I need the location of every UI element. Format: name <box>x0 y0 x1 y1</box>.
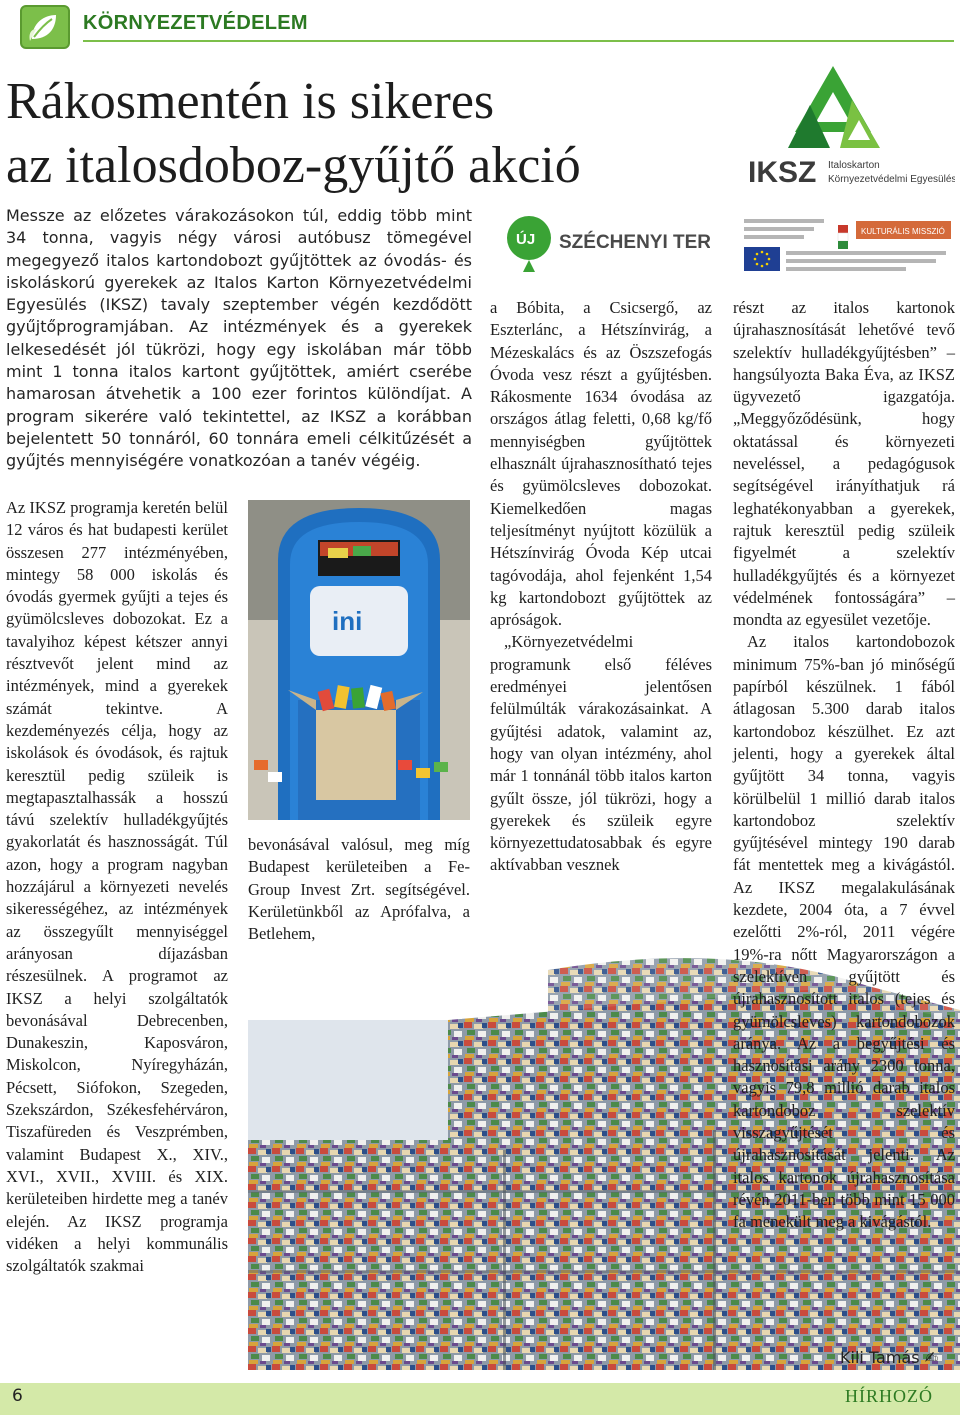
title-line-2: az italosdoboz-gyűjtő akció <box>6 137 581 194</box>
author-signature <box>840 1348 938 1367</box>
section-header <box>8 2 958 46</box>
paragraph: bevonásával valósul, meg míg Budapest kerületeiben a Fe-Group Invest Zrt. segítségével. Kerületünkből az Aprófalva, a Betlehem, <box>248 835 470 944</box>
section-title: KÖRNYEZETVÉDELEM <box>83 12 308 34</box>
pen-icon: ✍ <box>924 1348 939 1367</box>
eu-funding-logo <box>740 215 955 275</box>
iksz-logo-sub1: Italoskarton <box>828 160 880 171</box>
szechenyi-text: SZÉCHENYI TERV <box>559 232 710 253</box>
leaf-icon <box>20 5 70 49</box>
svg-text:ini: ini <box>332 606 363 636</box>
paragraph: részt az italos kartonok újrahasznosítását lehetővé tevő szelektív hulladékgyűjtésben” – hangsúlyozta Baka Éva, az IKSZ ügyvezető igazgatója. „Meggyőződésünk, hogy oktatással és környezeti neveléssel, a pedagógusok segítségével irányíthatjuk rá leghatékonyabban a gyerekek, rajtuk keresztül pedig szüleik figyelmét a szelektív hulladékgyűjtés és a környezet védelmének fontosságára” – mondta az egyesület vezetője. <box>733 298 955 630</box>
collection-bin-photo <box>248 500 470 820</box>
szechenyi-prefix: ÚJ <box>516 231 536 248</box>
body-column-2 <box>248 834 470 945</box>
body-column-4 <box>733 297 955 1233</box>
eu-badge-text: KULTURÁLIS MISSZIÓ <box>861 227 945 236</box>
body-column-1 <box>6 497 228 1277</box>
article-title <box>6 70 706 198</box>
title-line-1: Rákosmentén is sikeres <box>6 73 495 130</box>
paragraph: „Környezetvédelmi programunk első féléves eredményei jelentősen felülmúlták várakozásainkat. A gyűjtési adatok, valamint az, hogy van olyan intézmény, ahol már 1 tonnánál több italos karton gyűlt össze, jól tükrözi, hogy a gyerekek és szüleik egyre környezettudatosabbak és egyre aktívabban vesznek <box>490 632 712 875</box>
iksz-logo-sub2: Környezetvédelmi Egyesülés <box>828 174 955 185</box>
szechenyi-terv-logo <box>505 210 710 275</box>
paragraph: a Bóbita, a Csicsergő, az Eszterlánc, a Hétszínvirág, a Mézeskalács és az Öszszefogás Óvoda vesz részt a gyűjtésben. Rákosmente 1634 óvodása az országos átlag feletti, 0,68 kg/fő mennyiségben gyűjtöttek elhasznált újrahasznosítható tejes és gyümölcsleves dobozokat. Kiemelkedően magas teljesítményt nyújtott közülük a Hétszínvirág Óvoda Kép utcai tagóvodája, ahol fejenként 1,54 kg kartondobozt gyűjtöttek az apróságok. <box>490 298 712 630</box>
iksz-logo-text: IKSZ <box>748 156 817 189</box>
paragraph: Az IKSZ programja keretén belül 12 város és hat budapesti kerület összesen 277 intézményében, mintegy 58 000 iskolás és óvodás gyermek gyűjti a tejes és gyümölcsleves dobozokat. Ez a tavalyihoz képest kétszer annyi résztvevőt jelent mind az intézmények, mind a gyerekek számát tekintve. A kezdeményezés célja, hogy az iskolások és óvodások, és rajtuk keresztül pedig szüleik is megtapasztalhassák a hosszú távú szelektív hulladékgyűjtés gyakorlatát és hasznosságát. Túl azon, hogy a program nagyban hozzájárul a környezeti nevelés sikerességéhez, az intézmények az összegyűlt mennyiséggel arányosan díjazásban részesülnek. A programot az IKSZ a helyi szolgáltatók bevonásával Debrecenben, Dunakeszin, Kaposváron, Miskolcon, Nyíregyházán, Pécsett, Siófokon, Szegeden, Szekszárdon, Székesfehérváron, Tiszafüreden és Veszprémben, valamint Budapest X., XIV., XVI., XVII., XVIII. és XIX. kerületeiben hirdette meg a tanév elején. Az IKSZ programja vidéken a helyi kommunális szolgáltatók szakmai <box>6 498 228 1276</box>
author-name: Kili Tamás <box>840 1348 920 1367</box>
divider <box>83 40 954 42</box>
footer-band <box>0 1383 960 1415</box>
paragraph: Az italos kartondobozok minimum 75%-ban jó minőségű papírból készülnek. 1 fából átlagosan 5.300 darab italos kartondoboz készülhet. Ez azt jelenti, hogy a gyerekek által gyűjtött 34 tonna, vagyis körülbelül 1 millió darab italos kartondoboz szelektív gyűjtésével mintegy 190 darab fát mentettek meg a kivágástól. Az IKSZ megalakulásának kezdete, 2004 óta, a 7 évvel ezelőtti 2%-ról, 2011 végére 19%-ra nőtt Magyarországon a szelektíven gyűjtött és újrahasznosított italos (tejes és gyümölcsleves) kartondobozok aránya. Az a begyűjtési és hasznosítási arány 2300 tonna, vagyis 79,8 millió darab italos kartondoboz szelektív visszagyűjtését és újrahasznosítását jelenti. Az italos kartonok újrahasznosítása révén 2011-ben több mint 15 000 fa menekült meg a kivágástól. <box>733 632 955 1232</box>
publication-name: HÍRHOZÓ <box>845 1386 933 1406</box>
page-number: 6 <box>12 1386 23 1406</box>
body-column-3 <box>490 297 712 877</box>
lead-paragraph: Messze az előzetes várakozásokon túl, eddig több mint 34 tonna, vagyis négy városi autóbusz tömegével megegyező italos kartondobozt gyűjtöttek az óvodás- és iskoláskorú gyerekek az Italos Karton Környezetvédelmi Egyesülés (IKSZ) tavaly szeptember végén kezdődött gyűjtőprogramjában. Az intézmények és a gyerekek lelkesedését jól tükrözi, hogy egy iskolában már több mint 1 tonna italos kartont gyűjtöttek, amiért cserébe hamarosan átvehetik a 100 ezer forintos különdíjat. A program sikerére való tekintettel, az IKSZ a korábban bejelentett 50 tonnáról, 60 tonnára emeli célkitűzését a gyűjtés mennyiségére vonatkozóan a tanév végéig. <box>6 206 472 471</box>
iksz-logo <box>740 60 955 195</box>
